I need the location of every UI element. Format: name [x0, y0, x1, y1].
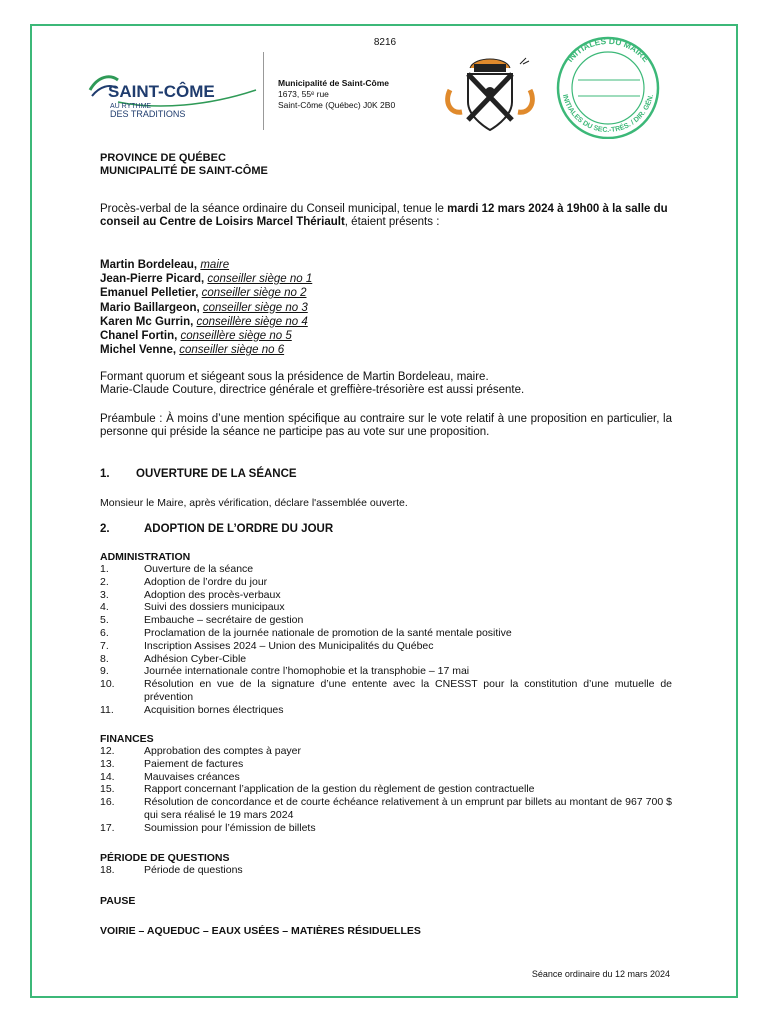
member-row — [100, 301, 672, 315]
questions-block — [100, 852, 672, 877]
intro-paragraph — [100, 203, 672, 229]
intro-text-2: , étaient présents : — [344, 216, 440, 228]
address-line-1: 1673, 55ᵉ rue — [278, 89, 329, 99]
questions-list — [100, 864, 672, 877]
member-role: conseiller siège no 1 — [207, 273, 313, 286]
item-number: 6. — [100, 626, 109, 639]
item-number: 18. — [100, 864, 115, 876]
finances-block — [100, 733, 672, 835]
item-text: Période de questions — [144, 864, 243, 876]
list-item — [100, 576, 672, 589]
item-text: Soumission pour l’émission de billets — [144, 821, 316, 834]
item-number: 4. — [100, 601, 109, 614]
list-item — [100, 653, 672, 666]
item-text: Proclamation de la journée nationale de promotion de la santé mentale positive — [144, 626, 512, 639]
item-text: Acquisition bornes électriques — [144, 703, 284, 716]
member-name: Karen Mc Gurrin, — [100, 315, 194, 328]
item-number: 3. — [100, 588, 109, 601]
item-text: Approbation des comptes à payer — [144, 745, 302, 757]
section-2-number: 2. — [100, 523, 110, 535]
member-name: Emanuel Pelletier, — [100, 287, 199, 300]
list-item — [100, 678, 672, 704]
municipality-info — [278, 78, 395, 111]
item-number: 9. — [100, 665, 109, 678]
logo-tagline-2: DES TRADITIONS — [110, 109, 186, 119]
item-number: 7. — [100, 639, 109, 652]
list-item — [100, 758, 672, 771]
item-text: Rapport concernant l’application de la gestion du règlement de gestion contractuelle — [144, 783, 535, 796]
member-name: Jean-Pierre Picard, — [100, 273, 205, 286]
member-row — [100, 329, 672, 343]
administration-heading: ADMINISTRATION — [100, 551, 191, 563]
quorum-line-1: Formant quorum et siégeant sous la présidence de Martin Bordeleau, maire. — [100, 371, 489, 383]
list-item — [100, 796, 672, 822]
svg-text:INITIALES DU SEC.-TRÉS. / DIR. — [561, 94, 655, 134]
finances-list — [100, 745, 672, 835]
item-text: Inscription Assises 2024 – Union des Municipalités du Québec — [144, 639, 434, 652]
list-item — [100, 563, 672, 576]
member-row — [100, 272, 672, 286]
section-1-title: OUVERTURE DE LA SÉANCE — [136, 468, 297, 480]
page-footer: Séance ordinaire du 12 mars 2024 — [531, 969, 670, 979]
svg-text:INITIALES DU MAIRE — [565, 36, 652, 64]
member-role: conseiller siège no 3 — [202, 301, 308, 314]
member-role: conseiller siège no 2 — [201, 287, 307, 300]
item-text: Adoption des procès-verbaux — [144, 588, 281, 601]
item-number: 13. — [100, 757, 115, 770]
member-name: Mario Baillargeon, — [100, 301, 200, 314]
member-row — [100, 315, 672, 329]
item-text: Embauche – secrétaire de gestion — [144, 614, 304, 627]
item-number: 17. — [100, 821, 115, 834]
list-item — [100, 665, 672, 678]
item-number: 5. — [100, 614, 109, 627]
list-item — [100, 640, 672, 653]
item-text: Résolution de concordance et de courte échéance relativement à un emprunt par billets au montant de 967 700 $ qui sera réalisé le 19 mars 2024 — [144, 796, 672, 821]
member-role: conseiller siège no 6 — [179, 344, 285, 357]
list-item — [100, 614, 672, 627]
list-item — [100, 601, 672, 614]
item-number: 12. — [100, 745, 115, 757]
section-2-title: ADOPTION DE L’ORDRE DU JOUR — [144, 523, 334, 535]
pause-heading: PAUSE — [100, 895, 136, 907]
municipality-heading: MUNICIPALITÉ DE SAINT-CÔME — [100, 165, 268, 177]
header-divider — [263, 52, 264, 130]
section-1-text: Monsieur le Maire, après vérification, déclare l'assemblée ouverte. — [100, 497, 408, 509]
item-number: 14. — [100, 770, 115, 783]
questions-heading: PÉRIODE DE QUESTIONS — [100, 852, 230, 864]
intro-date-location: mardi 12 mars 2024 à 19h00 à la salle du conseil au Centre de Loisirs Marcel Thériault — [100, 203, 668, 228]
section-1-heading — [100, 468, 672, 480]
logo-name: SAINT-CÔME — [108, 82, 215, 101]
list-item — [100, 822, 672, 835]
stamp-top-text: INITIALES DU MAIRE — [564, 35, 652, 64]
page-number: 8216 — [373, 37, 397, 48]
list-item — [100, 589, 672, 602]
list-item — [100, 771, 672, 784]
voirie-heading: VOIRIE – AQUEDUC – EAUX USÉES – MATIÈRES RÉSIDUELLES — [100, 925, 421, 937]
member-role: maire — [200, 259, 230, 271]
item-number: 2. — [100, 575, 109, 588]
list-item — [100, 704, 672, 717]
item-number: 16. — [100, 796, 115, 809]
section-2-heading — [100, 523, 672, 535]
item-number: 10. — [100, 678, 115, 691]
item-number: 11. — [100, 703, 114, 716]
item-text: Adhésion Cyber-Cible — [144, 652, 247, 665]
administration-list — [100, 563, 672, 717]
list-item — [100, 627, 672, 640]
intro-text-1: Procès-verbal de la séance ordinaire du Conseil municipal, tenue le — [100, 203, 448, 215]
member-row — [100, 258, 672, 272]
list-item — [100, 745, 672, 758]
administration-block — [100, 551, 672, 717]
stamp-bottom-text: INITIALES DU SEC.-TRÉS. / DIR. GÉN. — [560, 93, 656, 135]
item-text: Ouverture de la séance — [144, 563, 254, 575]
members-list — [100, 258, 672, 357]
municipality-name: Municipalité de Saint-Côme — [278, 78, 389, 88]
member-role: conseillère siège no 4 — [196, 315, 308, 328]
member-role: conseillère siège no 5 — [180, 330, 292, 343]
member-row — [100, 286, 672, 300]
preamble-paragraph: Préambule : À moins d’une mention spécifique au contraire sur le vote relatif à une proposition en particulier, la personne qui préside la séance ne participe pas au vote sur une proposition. — [100, 413, 672, 438]
saint-come-logo — [88, 66, 258, 126]
address-line-2: Saint-Côme (Québec) J0K 2B0 — [278, 100, 396, 110]
province-heading: PROVINCE DE QUÉBEC — [100, 152, 226, 164]
list-item — [100, 864, 672, 877]
member-row — [100, 343, 672, 357]
initials-stamp — [548, 34, 668, 139]
item-number: 15. — [100, 783, 115, 796]
member-name: Chanel Fortin, — [100, 330, 178, 343]
item-text: Suivi des dossiers municipaux — [144, 601, 285, 614]
coat-of-arms-icon — [440, 50, 540, 135]
item-number: 1. — [100, 563, 109, 575]
item-text: Paiement de factures — [144, 757, 244, 770]
member-name: Martin Bordeleau, — [100, 259, 198, 271]
item-text: Résolution en vue de la signature d’une entente avec la CNESST pour la constitution d’une mutuelle de prévention — [144, 678, 672, 703]
document-header — [100, 152, 268, 178]
item-text: Adoption de l’ordre du jour — [144, 575, 268, 588]
item-number: 8. — [100, 652, 109, 665]
member-name: Michel Venne, — [100, 344, 177, 357]
finances-heading: FINANCES — [100, 733, 154, 745]
quorum-paragraph — [100, 371, 672, 397]
logo-tagline-1: AU RYTHME — [110, 103, 152, 110]
item-text: Mauvaises créances — [144, 770, 240, 783]
list-item — [100, 783, 672, 796]
quorum-line-2: Marie-Claude Couture, directrice générale et greffière-trésorière est aussi présente. — [100, 384, 525, 396]
section-1-number: 1. — [100, 468, 110, 480]
item-text: Journée internationale contre l’homophobie et la transphobie – 17 mai — [144, 665, 470, 678]
